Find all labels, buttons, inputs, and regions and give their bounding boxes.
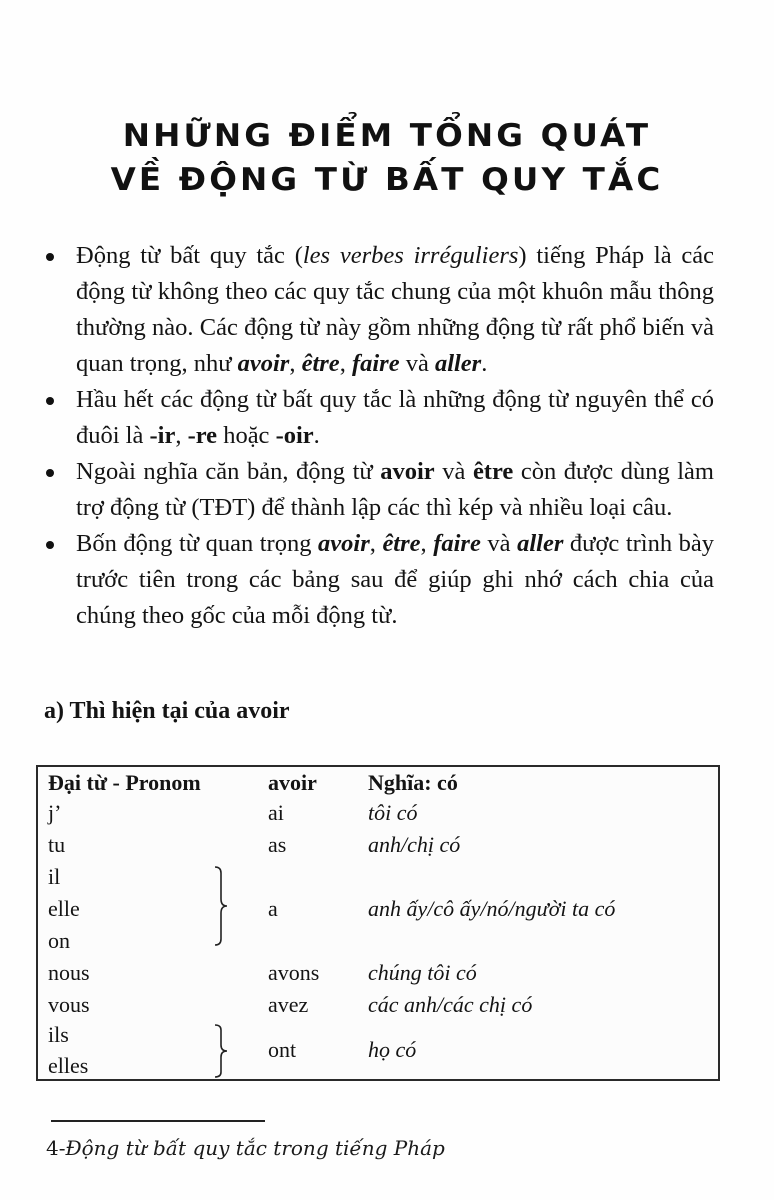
verb-cell: a <box>268 896 278 921</box>
meaning-cell: tôi có <box>368 800 418 825</box>
text-run: -oir <box>275 422 314 449</box>
bullet-dot-icon <box>46 397 54 405</box>
meaning-cell: các anh/các chị có <box>368 992 533 1017</box>
bullet-item <box>44 454 714 526</box>
page-footer <box>46 1134 445 1162</box>
conjugation-table <box>36 765 720 1081</box>
text-run: faire <box>351 350 400 377</box>
bullet-list <box>44 238 714 634</box>
running-title: Động từ bất quy tắc trong tiếng Pháp <box>65 1136 445 1160</box>
text-run: Động từ bất quy tắc ( <box>76 242 303 269</box>
pronoun-cell: ils <box>48 1022 69 1047</box>
pronoun-cell: il <box>48 864 61 889</box>
text-run: , <box>369 530 383 557</box>
page-title <box>0 114 774 202</box>
pronoun-cell: j’ <box>48 800 62 825</box>
text-run: avoir <box>237 350 290 377</box>
text-run: avoir <box>380 458 435 485</box>
text-run: être <box>472 458 514 485</box>
meaning-cell: chúng tôi có <box>368 960 477 985</box>
footer-divider <box>51 1120 265 1122</box>
pronoun-cell: elles <box>48 1053 89 1078</box>
text-run: être <box>382 530 421 557</box>
text-run: -ir <box>149 422 176 449</box>
meaning-cell: họ có <box>368 1037 417 1062</box>
bullet-item <box>44 382 714 454</box>
page-number: 4- <box>46 1136 66 1160</box>
bullet-dot-icon <box>46 253 54 261</box>
text-run: aller <box>434 350 482 377</box>
text-run: , <box>175 422 188 449</box>
text-run: Hầu hết các động từ bất quy tắc là những động từ nguyên thể có đuôi là <box>76 386 714 449</box>
pronoun-cell: vous <box>48 992 90 1017</box>
header-verb: avoir <box>268 770 317 795</box>
text-run: và <box>399 350 435 377</box>
curly-brace-icon <box>213 1023 233 1079</box>
page-title-line-2: VỀ ĐỘNG TỪ BẤT QUY TẮC <box>110 162 664 198</box>
bullet-dot-icon <box>46 469 54 477</box>
verb-cell: avons <box>268 960 320 985</box>
text-run: , <box>289 350 302 377</box>
text-run: -re <box>187 422 218 449</box>
meaning-cell: anh/chị có <box>368 832 461 857</box>
text-run: hoặc <box>217 422 276 449</box>
text-run: . <box>481 350 488 377</box>
text-run: được trình bày trước tiên trong các bảng sau để giúp ghi nhớ cách chia của chúng theo gốc của mỗi động từ. <box>76 530 715 629</box>
text-run: faire <box>433 530 481 557</box>
page-title-line-1: NHỮNG ĐIỂM TỔNG QUÁT <box>122 118 652 154</box>
curly-brace-icon <box>213 865 233 947</box>
text-run: và <box>434 458 473 485</box>
bullet-item <box>44 238 714 382</box>
header-pronoun: Đại từ - Pronom <box>48 770 201 795</box>
text-run: ) tiếng Pháp là các động từ không theo các quy tắc chung của một khuôn mẫu thông thường nào. Các động từ này gồm những động từ rất phổ biến và quan trọng, như <box>76 242 714 377</box>
pronoun-cell: tu <box>48 832 66 857</box>
verb-cell: ai <box>268 800 284 825</box>
verb-cell: avez <box>268 992 309 1017</box>
text-run: và <box>480 530 518 557</box>
text-run: , <box>420 530 434 557</box>
text-run: Bốn động từ quan trọng <box>76 530 319 557</box>
header-meaning: Nghĩa: có <box>368 770 458 795</box>
bullet-item <box>44 526 714 634</box>
text-run: aller <box>517 530 564 557</box>
section-heading: a) Thì hiện tại của avoir <box>44 698 290 724</box>
verb-cell: as <box>268 832 287 857</box>
text-run: avoir <box>318 530 370 557</box>
pronoun-cell: nous <box>48 960 90 985</box>
text-run: , <box>339 350 352 377</box>
meaning-cell: anh ấy/cô ấy/nó/người ta có <box>368 896 616 921</box>
verb-cell: ont <box>268 1037 297 1062</box>
pronoun-cell: elle <box>48 896 80 921</box>
text-run: Ngoài nghĩa căn bản, động từ <box>76 458 381 485</box>
pronoun-cell: on <box>48 928 70 953</box>
text-run: être <box>301 350 340 377</box>
text-run: còn được dùng làm trợ động từ (TĐT) để thành lập các thì kép và nhiều loại câu. <box>76 458 714 521</box>
text-run: les verbes irréguliers <box>302 242 519 269</box>
bullet-dot-icon <box>46 541 54 549</box>
text-run: . <box>313 422 320 449</box>
